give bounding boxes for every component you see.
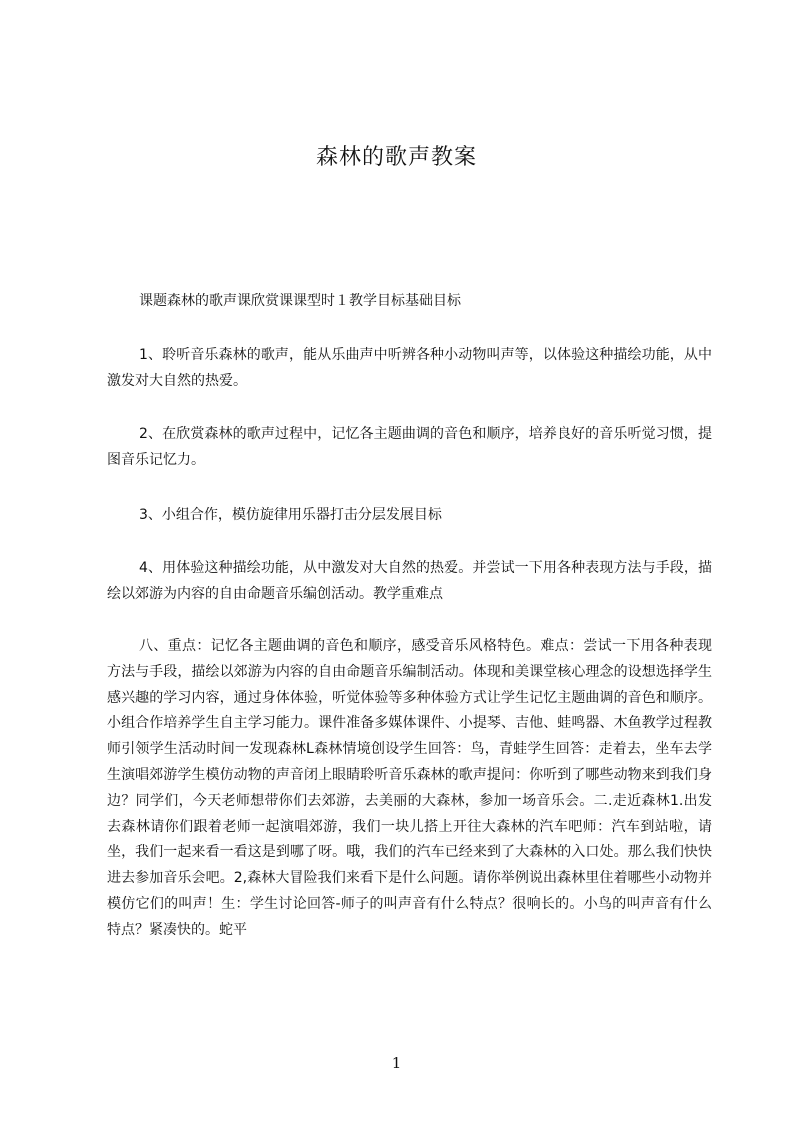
document-title: 森林的歌声教案 [315,145,477,170]
objective-4-paragraph: 4、用体验这种描绘功能，从中激发对大自然的热爱。并尝试一下用各种表现方法与手段，描绘以郊游为内容的自由命题音乐编创活动。教学重难点 [107,560,712,602]
lesson-header-paragraph: 课题森林的歌声课欣赏课课型时１教学目标基础目标 [139,293,461,309]
objective-2-paragraph: 2、在欣赏森林的歌声过程中，记忆各主题曲调的音色和顺序，培养良好的音乐听觉习惯，提图音乐记忆力。 [107,426,712,468]
objective-1-paragraph: 1、聆听音乐森林的歌声，能从乐曲声中听辨各种小动物叫声等，以体验这种描绘功能，从中激发对大自然的热爱。 [107,347,712,389]
objective-3-paragraph: 3、小组合作，模仿旋律用乐器打击分层发展目标 [139,507,442,523]
page-number: 1 [391,1054,402,1072]
key-points-paragraph: 八、重点：记忆各主题曲调的音色和顺序，感受音乐风格特色。难点：尝试一下用各种表现方法与手段，描绘以郊游为内容的自由命题音乐编制活动。体现和美课堂核心理念的设想选择学生感兴趣的学习内容，通过身体体验，听觉体验等多种体验方式让学生记忆主题曲调的音色和顺序。小组合作培养学生自主学习能力。课件准备多媒体课件、小提琴、吉他、蛙鸣器、木鱼教学过程教师引领学生活动时间一发现森林L森林情境创设学生回答：鸟，青蛙学生回答：走着去，坐车去学生演唱郊游学生模仿动物的声音闭上眼睛聆听音乐森林的歌声提问：你听到了哪些动物来到我们身边？同学们，今天老师想带你们去郊游，去美丽的大森林，参加一场音乐会。二.走近森林1.出发去森林请你们跟着老师一起演唱郊游，我们一块儿搭上开往大森林的汽车吧师：汽车到站啦，请坐，我们一起来看一看这是到哪了呀。哦，我们的汽车已经来到了大森林的入口处。那么我们快快进去参加音乐会吧。2,森林大冒险我们来看下是什么问题。请你举例说出森林里住着哪些小动物并模仿它们的叫声！生：学生讨论回答-师子的叫声音有什么特点？很响长的。小鸟的叫声音有什么特点？紧凑快的。蛇平 [107,638,712,938]
